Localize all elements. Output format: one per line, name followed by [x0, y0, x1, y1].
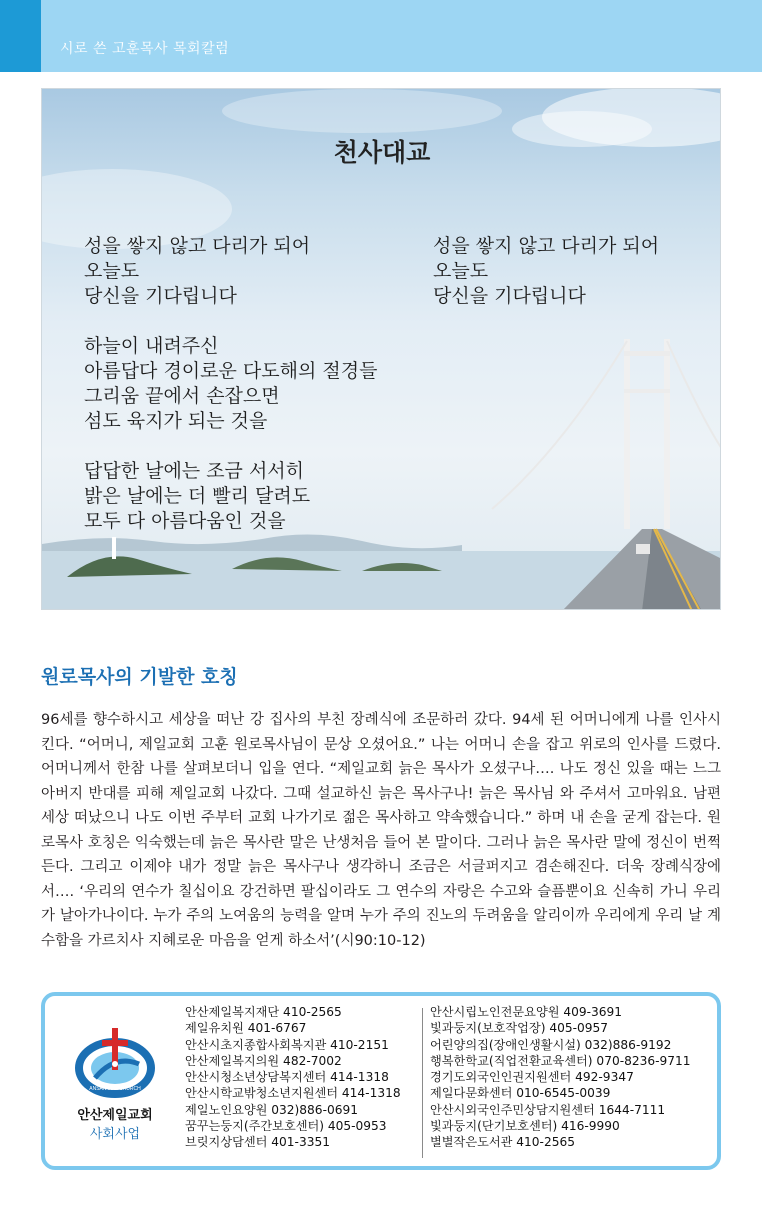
- poem-stanza: [84, 234, 377, 309]
- contact-item: 빛과둥지(보호작업장) 405-0957: [430, 1021, 609, 1036]
- poem-right-column: [433, 234, 659, 334]
- contact-item: 꿈꾸는둥지(주간보호센터) 405-0953: [185, 1119, 387, 1134]
- header-title: 시로 쓴 고훈목사 목회칼럼: [60, 41, 230, 57]
- contact-item: 안산시청소년상담복지센터 414-1318: [185, 1070, 389, 1085]
- church-logo-icon: [65, 1024, 165, 1104]
- poem-left-column: [84, 234, 377, 559]
- poem-line: 밝은 날에는 더 빨리 달려도: [84, 485, 311, 507]
- contact-item: 제일노인요양원 032)886-0691: [185, 1102, 358, 1117]
- poem-line: 하늘이 내려주신: [84, 335, 219, 357]
- contact-list-right: [430, 1004, 691, 1151]
- contact-item: 안산시립노인전문요양원 409-3691: [430, 1005, 623, 1019]
- contact-item: 별별작은도서관 410-2565: [430, 1135, 575, 1150]
- contact-item: 행복한학교(직업전환교육센터) 070-8236-9711: [430, 1053, 691, 1068]
- contact-item: 안산시초지종합사회복지관 410-2151: [185, 1037, 389, 1052]
- poem-line: 섬도 육지가 되는 것을: [84, 410, 268, 432]
- poem-stanza: [433, 234, 659, 309]
- poem-line: 그리움 끝에서 손잡으면: [84, 385, 280, 407]
- contact-item: 경기도외국인인권지원센터 492-9347: [430, 1070, 634, 1085]
- poem-title: 천사대교: [333, 138, 431, 167]
- org-name: 안산제일교회: [77, 1108, 153, 1123]
- contact-item: 제일다문화센터 010-6545-0039: [430, 1086, 611, 1101]
- contact-item: 제일유치원 401-6767: [185, 1021, 307, 1036]
- contact-item: 안산시학교밖청소년지원센터 414-1318: [185, 1086, 401, 1101]
- contact-list-left: [185, 1004, 401, 1151]
- article-body: 96세를 향수하시고 세상을 떠난 강 집사의 부친 장례식에 조문하러 갔다. 94세 된 어머니에게 나를 인사시킨다. “어머니, 제일교회 고훈 원로목사님이 문상 오셨어요.” 나는 어머니 손을 잡고 위로의 인사를 드렸다. 어머니께서 한참 나를 살펴보더니 입을 연다. “제일교회 늙은 목사가 오셨구나…. 나도 정신 있을 때는 느그 아버지 반대를 피해 제일교회 나갔다. 그때 설교하신 늙은 목사구나! 늙은 목사님 와 주셔서 고마워요. 남편 세상 떠났으니 나도 이번 주부터 교회 나가기로 젊은 목사하고 약속했습니다.” 하며 내 손을 굳게 잡는다. 원로목사 호칭은 익숙했는데 늙은 목사란 말은 난생처음 들어 본 말이다. 그러나 늙은 목사란 말에 정신이 번쩍 든다. 그리고 이제야 내가 정말 늙은 목사구나 생각하니 조금은 서글퍼지고 겸손해진다. 더욱 장례식장에서…. ‘우리의 연수가 칠십이요 강건하면 팔십이라도 그 연수의 자랑은 수고와 슬픔뿐이요 신속히 가니 우리가 날아가나이다. 누가 주의 노여움의 능력을 알며 누가 주의 진노의 두려움을 알리이까 우리에게 우리 날 계수함을 가르치사 지혜로운 마음을 얻게 하소서’(시90:10-12): [41, 712, 721, 949]
- poem-line: 답답한 날에는 조금 서서히: [84, 460, 305, 482]
- logo-ring-text: ANSAN JEIL CHURCH: [89, 1086, 141, 1092]
- poem-line: 당신을 기다립니다: [433, 285, 586, 307]
- header-tab: [0, 0, 41, 72]
- contact-item: 빛과둥지(단기보호센터) 416-9990: [430, 1119, 620, 1134]
- contact-item: 안산제일복지의원 482-7002: [185, 1053, 342, 1068]
- footer-contact-box: [41, 992, 721, 1170]
- poem-line: 아름답다 경이로운 다도해의 절경들: [84, 360, 378, 382]
- poem-line: 당신을 기다립니다: [84, 285, 237, 307]
- article-heading: 원로목사의 기발한 호칭: [41, 666, 238, 688]
- poem-stanza: [84, 459, 377, 534]
- column-divider: [422, 1008, 423, 1158]
- poem-line: 모두 다 아름다움인 것을: [84, 510, 286, 532]
- poem-box: [41, 88, 721, 610]
- contact-item: 어린양의집(장애인생활시설) 032)886-9192: [430, 1037, 672, 1052]
- poem-line: 성을 쌓지 않고 다리가 되어: [433, 235, 660, 257]
- poem-line: 성을 쌓지 않고 다리가 되어: [84, 235, 311, 257]
- contact-item: 안산제일복지재단 410-2565: [185, 1005, 342, 1019]
- org-sub: 사회사업: [89, 1127, 141, 1142]
- header-bar: [0, 0, 762, 72]
- poem-line: 오늘도: [84, 260, 140, 282]
- poem-line: 오늘도: [433, 260, 489, 282]
- contact-item: 브릿지상담센터 401-3351: [185, 1135, 330, 1150]
- poem-stanza: [84, 334, 377, 434]
- contact-item: 안산시외국인주민상담지원센터 1644-7111: [430, 1102, 666, 1117]
